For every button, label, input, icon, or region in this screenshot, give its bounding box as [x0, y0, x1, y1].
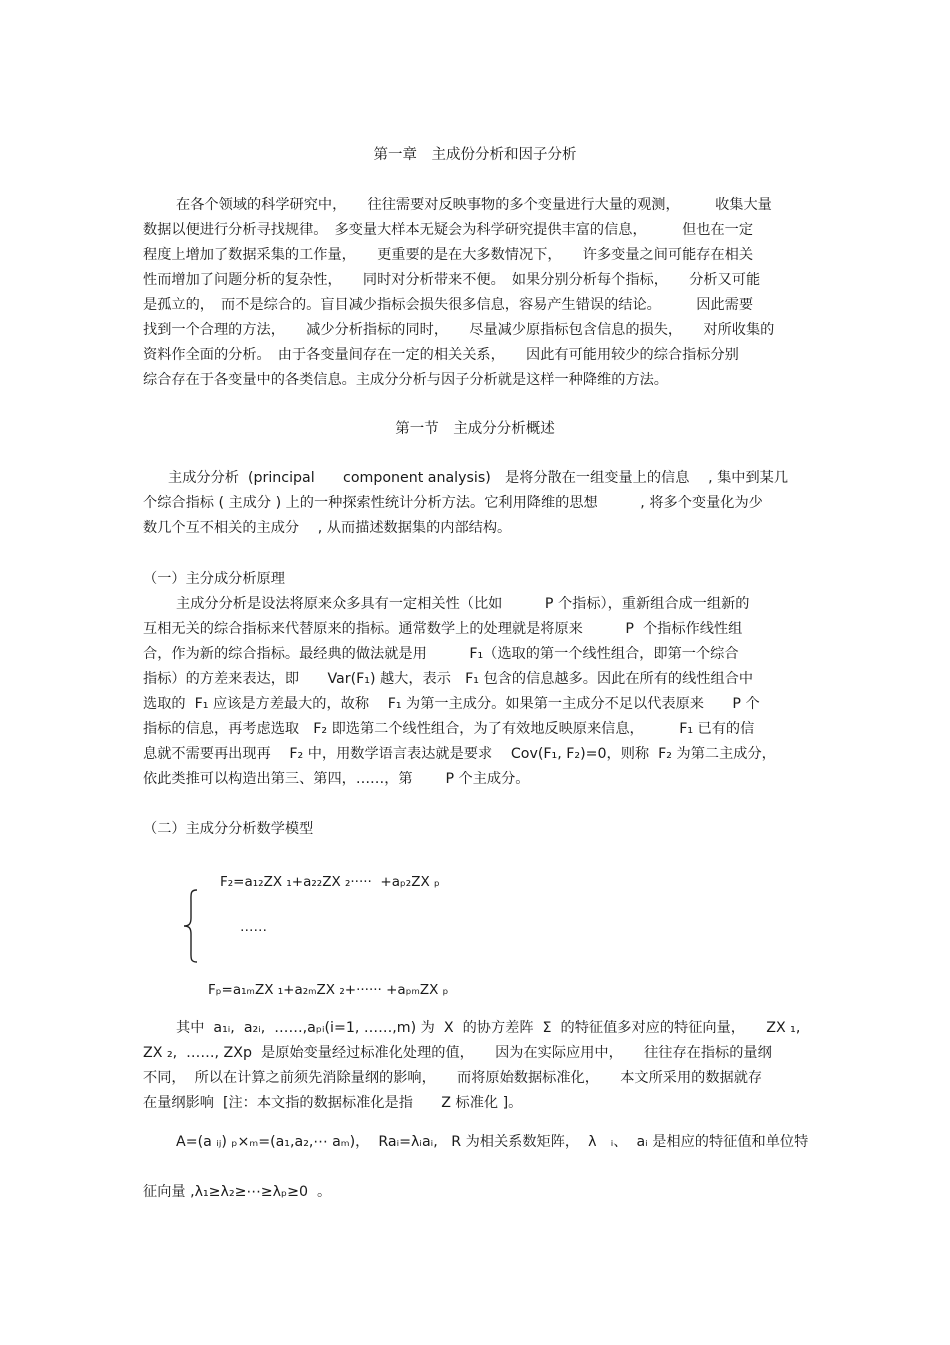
explain-line: 不同， 所以在计算之前须先消除量纲的影响， 而将原始数据标准化， 本文所采用的数据就存 [143, 1070, 763, 1086]
subsection-heading-principle: （一）主分成分析原理 [143, 571, 285, 587]
intro-line: 找到一个合理的方法， 减少分析指标的同时， 尽量减少原指标包含信息的损失， 对所收集的 [143, 322, 775, 338]
eigenvalue-order: 征向量 ,λ₁≥λ₂≥⋯≥λₚ≥0 。 [143, 1184, 332, 1200]
explain-line: 其中 a₁ᵢ, a₂ᵢ, ……,aₚᵢ(i=1, ……,m) 为 X 的协方差阵 Σ 的特征值多对应的特征向量， ZX ₁, [176, 1020, 801, 1036]
principle-line: 合，作为新的综合指标。最经典的做法就是用 F₁（选取的第一个线性组合，即第一个综合 [143, 646, 739, 662]
model-equation-f2: F₂=a₁₂ZX ₁+a₂₂ZX ₂····· +aₚ₂ZX ₚ [220, 874, 440, 890]
intro-line: 在各个领域的科学研究中， 往往需要对反映事物的多个变量进行大量的观测， 收集大量 [176, 197, 772, 213]
section-title: 第一节 主成分分析概述 [395, 421, 555, 437]
overview-line: 主成分分析 (principal component analysis) 是将分散在一组变量上的信息 , 集中到某几 [168, 470, 789, 486]
model-equation-fp: Fₚ=a₁ₘZX ₁+a₂ₘZX ₂+······ +aₚₘZX ₚ [208, 982, 449, 998]
principle-line: 选取的 F₁ 应该是方差最大的，故称 F₁ 为第一主成分。如果第一主成分不足以代表原来 P 个 [143, 696, 760, 712]
principle-line: 依此类推可以构造出第三、第四，……，第 P 个主成分。 [143, 771, 530, 787]
overview-line: 数几个互不相关的主成分 , 从而描述数据集的内部结构。 [143, 520, 512, 536]
intro-line: 资料作全面的分析。 由于各变量间存在一定的相关关系， 因此有可能用较少的综合指标分别 [143, 347, 739, 363]
intro-line: 程度上增加了数据采集的工作量， 更重要的是在大多数情况下， 许多变量之间可能存在相关 [143, 247, 754, 263]
chapter-title: 第一章 主成份分析和因子分析 [373, 147, 577, 163]
principle-line: 互相无关的综合指标来代替原来的指标。通常数学上的处理就是将原来 P 个指标作线性组 [143, 621, 743, 637]
principle-line: 指标）的方差来表达，即 Var(F₁) 越大，表示 F₁ 包含的信息越多。因此在所有的线性组合中 [143, 671, 754, 687]
explain-line: 在量纲影响 [注：本文指的数据标准化是指 Z 标准化 ]。 [143, 1095, 523, 1111]
intro-line: 是孤立的， 而不是综合的。盲目减少指标会损失很多信息，容易产生错误的结论。 因此需要 [143, 297, 754, 313]
intro-line: 数据以便进行分析寻找规律。 多变量大样本无疑会为科学研究提供丰富的信息， 但也在一定 [143, 222, 754, 238]
intro-line: 综合存在于各变量中的各类信息。主成分分析与因子分析就是这样一种降维的方法。 [143, 372, 668, 388]
overview-line: 个综合指标 ( 主成分 ) 上的一种探索性统计分析方法。它利用降维的思想 , 将多个变量化为少 [143, 495, 763, 511]
intro-line: 性而增加了问题分析的复杂性， 同时对分析带来不便。 如果分别分析每个指标， 分析又可能 [143, 272, 761, 288]
explain-line: ZX ₂, ……, ZXp 是原始变量经过标准化处理的值， 因为在实际应用中， 往往存在指标的量纲 [143, 1045, 772, 1061]
principle-line: 主成分分析是设法将原来众多具有一定相关性（比如 P 个指标），重新组合成一组新的 [176, 596, 750, 612]
left-brace-icon [182, 888, 200, 964]
model-ellipsis: …… [240, 919, 267, 935]
matrix-definition: A=(a ᵢⱼ) ₚ×ₘ=(a₁,a₂,⋯ aₘ)， Raᵢ=λᵢaᵢ, R 为相关系数矩阵， λ ᵢ、 aᵢ 是相应的特征值和单位特 [176, 1134, 809, 1150]
subsection-heading-model: （二）主成分分析数学模型 [143, 821, 314, 837]
principle-line: 息就不需要再出现再 F₂ 中，用数学语言表达就是要求 Cov(F₁, F₂)=0，则称 F₂ 为第二主成分， [143, 746, 776, 762]
principle-line: 指标的信息，再考虑选取 F₂ 即选第二个线性组合，为了有效地反映原来信息， F₁ 已有的信 [143, 721, 755, 737]
